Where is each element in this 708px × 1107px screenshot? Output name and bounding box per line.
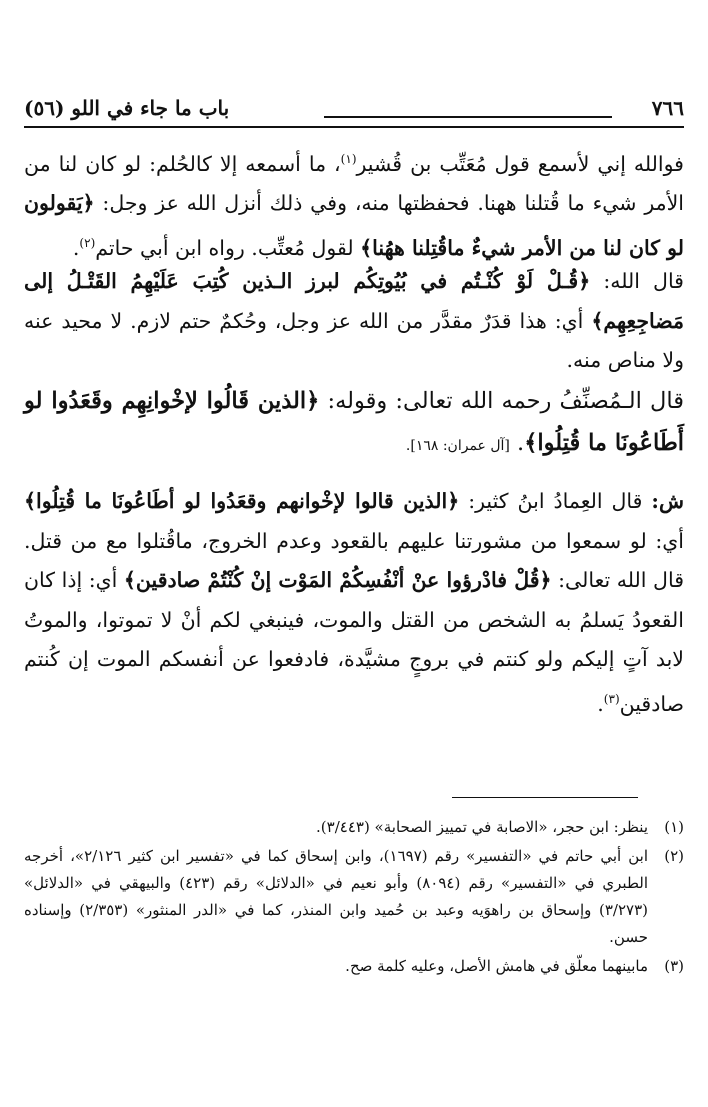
p3-text-a: قال الـمُصنِّفُ رحمه الله تعالى: وقوله: (319, 388, 684, 414)
footnote-ref-2[interactable]: (٢) (79, 235, 96, 250)
commentary-mark: ش: (651, 489, 685, 513)
footnote-3 (24, 953, 684, 980)
footnote-text: ينظر: ابن حجر، «الاصابة في تمييز الصحابة» (٣/٤٤٣). (316, 818, 648, 836)
page-header (24, 94, 684, 128)
page-number: ٧٦٦ (651, 96, 684, 120)
p1-text-a: فوالله إني لأسمع قول مُعَتِّب بن قُشير (356, 151, 684, 176)
p2-text-b: أي: هذا قدَرٌ مقدَّر من الله عز وجل، وحُكمٌ حتم لازم. لا محيد عنه ولا مناص منه. (24, 308, 684, 372)
quran-quote-4: ﴿الذين قالوا لإخْوانهم وقعَدُوا لو أطَاعُونَا ما قُتِلُوا﴾ (24, 489, 460, 513)
quran-quote-3: ﴿الذين قَالُوا لإخْوانِهِم وقَعَدُوا لو أَطَاعُونَا ما قُتِلُوا﴾ (24, 388, 684, 456)
p3-text-b: . (509, 430, 525, 456)
footnote-text: مابينهما معلّق في هامش الأصل، وعليه كلمة صح. (345, 957, 648, 975)
footnote-separator (452, 797, 638, 798)
p4-text-b: أي: لو سمعوا من مشورتنا عليهم بالقعود وعدم الخروج، ماقُتلوا مع من قتل. قال الله تعالى: (24, 528, 684, 592)
chapter-title: باب ما جاء في اللو (٥٦) (24, 96, 230, 120)
footnote-ref-1[interactable]: (١) (340, 152, 357, 166)
footnote-text: ابن أبي حاتم في «التفسير» رقم (١٦٩٧)، وابن إسحاق كما في «تفسير ابن كثير ٢/١٢٦»، أخرجه الطبري في «التفسير» رقم (٨٠٩٤) وأبو نعيم في «الدلائل» رقم (٤٢٣) والبيهقي في «الدلائل» (٣/٢٧٣) وإسحاق بن راهوَيه وعبد بن حُميد وابن المنذر، كما في «الدر المنثور» (٢/٣٥٣) وإسناده حسن. (24, 847, 648, 946)
quran-quote-1: ﴿يَقولون لو كان لنا من الأمر شيءٌ ماقُتِلنا ههُنا﴾ (24, 191, 684, 260)
p1-text-b: ، ما أسمعه إلا كالحُلم: لو كان لنا من الأمر شيء ما قُتلنا ههنا. فحفظتها منه، وفي ذلك أنزل الله عز وجل: (24, 151, 684, 216)
footnote-1 (24, 814, 684, 841)
p4-text-a: قال العِمادُ ابنُ كثير: (459, 489, 652, 513)
p4-text-c: أي: إذا كان القعودُ يَسلمُ به الشخص من القتل والموت، فينبغي لكم أنْ لا تموتوا، والموتُ لابد آتٍ إليكم ولو كنتم في بروجٍ مشيَّدة، فادفعوا عن أنفسكم الموت إن كُنتم صادقين (24, 568, 684, 716)
footnote-ref-3[interactable]: (٣) (603, 691, 620, 706)
paragraph-1 (24, 140, 684, 268)
p2-text-a: قال الله: (590, 269, 684, 293)
paragraph-3 (24, 380, 684, 467)
p1-text-c: لقول مُعتِّب. رواه ابن أبي حاتم (95, 235, 361, 260)
footnote-number: (٢) (664, 847, 684, 865)
quran-quote-2: ﴿قُـلْ لَوْ كُنْـتُم في بُيُوتِكُم لبرز الـذين كُتِبَ عَلَيْهِمُ القَتْـلُ إلى مَضاجِعِهِم﴾ (24, 269, 684, 333)
paragraph-4 (24, 482, 684, 724)
header-rule (324, 116, 612, 118)
footnote-number: (١) (664, 818, 684, 836)
footnote-number: (٣) (664, 957, 684, 975)
surah-reference: [آل عمران: ١٦٨]. (405, 438, 510, 454)
p4-text-d: . (597, 691, 604, 716)
footnotes (24, 814, 684, 982)
paragraph-2 (24, 262, 684, 381)
quran-quote-5: ﴿قُلْ فادْرؤوا عنْ أنْفُسِكُمْ المَوْت إنْ كُنْتُمْ صادقين﴾ (123, 568, 552, 592)
footnote-2 (24, 843, 684, 951)
p1-text-d: . (72, 235, 80, 260)
